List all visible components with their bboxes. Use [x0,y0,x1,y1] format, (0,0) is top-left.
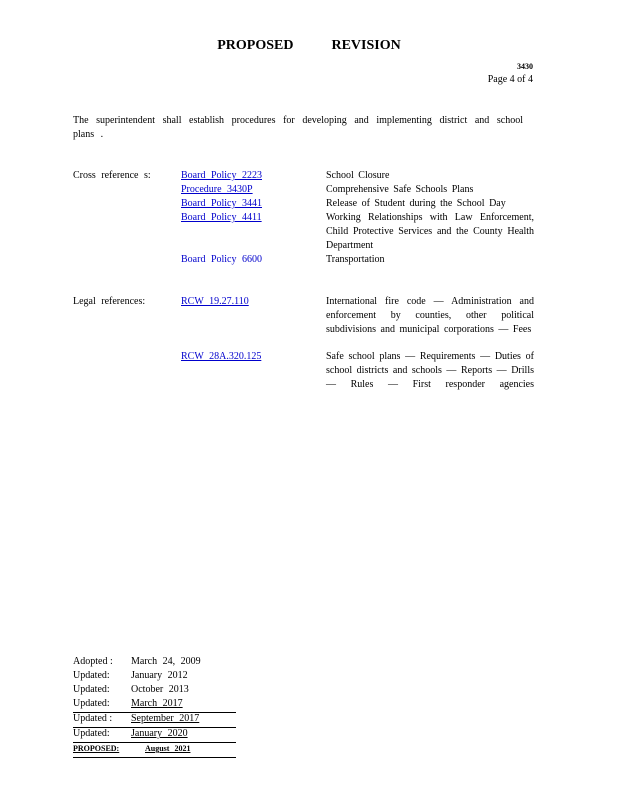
history-date: January 2012 [131,670,188,681]
history-row [73,713,236,728]
page-number: Page 4 of 4 [487,74,533,85]
cross-ref-title-3441: Release of Student during the School Day [326,198,506,209]
legal-ref-title-28a-320-125: Safe school plans — Requirements — Duties of school districts and schools — Reports — Drills — Rules — First responder agencies [326,351,534,390]
history-row [73,656,236,670]
history-date: March 24, 2009 [131,656,201,667]
cross-ref-title-2223: School Closure [326,170,390,181]
history-date: September 2017 [131,713,200,724]
cross-ref-title-3430p: Comprehensive Safe Schools Plans [326,184,474,195]
title-word-revision: REVISION [331,38,401,53]
history-label: Adopted : [73,656,113,667]
cross-ref-title-4411: Working Relationships with Law Enforcement, Child Protective Services and the County Health Department [326,212,534,251]
legal-reference-label: Legal references: [73,296,146,307]
history-label: Updated : [73,713,113,724]
history-label: Updated: [73,698,110,709]
legal-ref-link-28a-320-125[interactable]: RCW 28A.320.125 [181,351,262,362]
legal-ref-title-19-27-110: International fire code — Administration and enforcement by counties, other political subdivisions and municipal corporations — Fees [326,296,534,335]
cross-ref-title-6600: Transportation [326,254,385,265]
cross-ref-link-6600[interactable]: Board Policy 6600 [181,254,262,265]
cross-ref-link-3441[interactable]: Board Policy 3441 [181,198,262,209]
title-word-proposed: PROPOSED [217,38,294,53]
cross-ref-link-2223[interactable]: Board Policy 2223 [181,170,262,181]
history-label: Updated: [73,728,110,739]
history-row [73,698,236,713]
history-label: PROPOSED: [73,744,120,753]
policy-history [73,656,236,758]
history-row-proposed [73,743,236,758]
history-date: October 2013 [131,684,189,695]
legal-ref-link-19-27-110[interactable]: RCW 19.27.110 [181,296,249,307]
history-date: August 2021 [145,744,191,753]
page-header-info [488,60,533,86]
cross-ref-link-3430p[interactable]: Procedure 3430P [181,184,253,195]
policy-code: 3430 [517,62,533,71]
history-row [73,684,236,698]
history-row [73,728,236,743]
intro-paragraph: The superintendent shall establish procedures for developing and implementing district and school plans . [73,115,523,140]
history-row [73,670,236,684]
page-title [0,38,618,54]
history-date: January 2020 [131,728,188,739]
cross-reference-label: Cross reference s: [73,170,151,181]
history-date: March 2017 [131,698,183,709]
history-label: Updated: [73,670,110,681]
cross-ref-link-4411[interactable]: Board Policy 4411 [181,212,262,223]
history-label: Updated: [73,684,110,695]
